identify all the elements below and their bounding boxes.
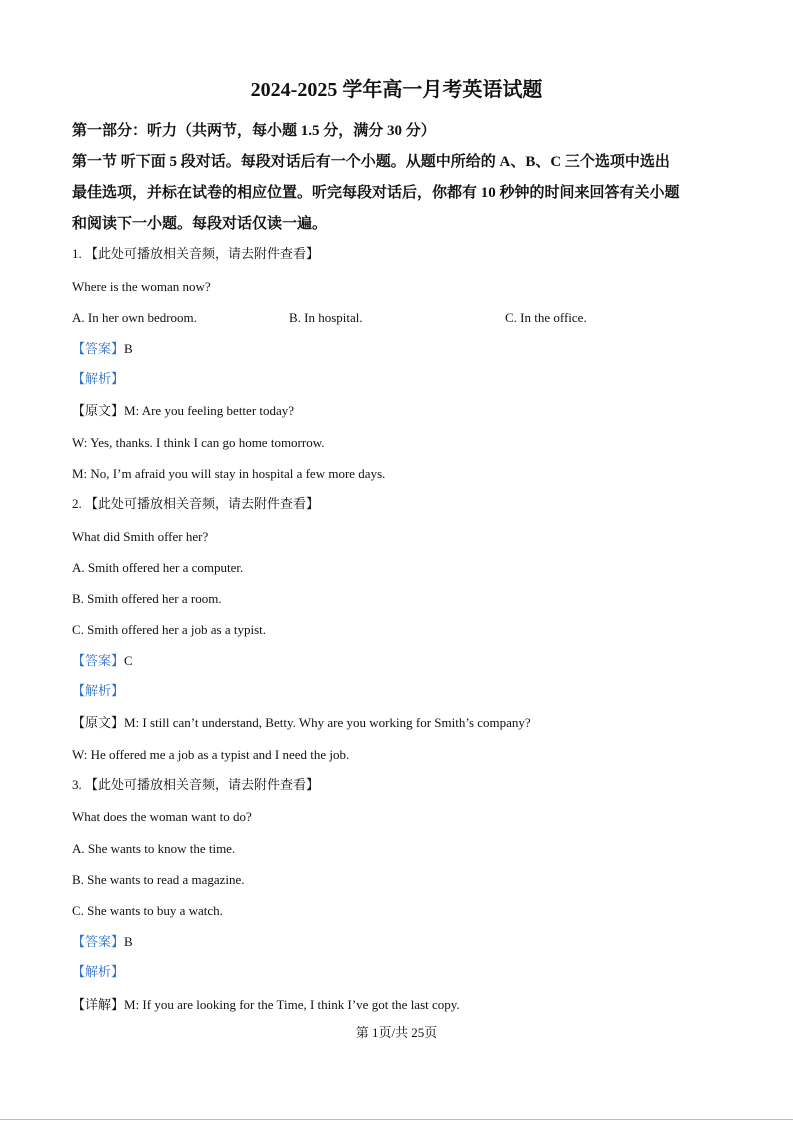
q3-answer-value: B xyxy=(124,934,133,949)
answer-tag: 【答案】 xyxy=(72,653,125,668)
q3-option-a: A. She wants to know the time. xyxy=(72,841,236,856)
q2-answer-value: C xyxy=(124,653,133,668)
q2-question: What did Smith offer her? xyxy=(72,529,209,544)
q3-transcript-line-1 xyxy=(72,997,460,1013)
q3-answer xyxy=(72,934,133,950)
q3-audio-header: 3. 【此处可播放相关音频，请去附件查看】 xyxy=(72,777,320,792)
q2-transcript-text-1: M: I still can’t understand, Betty. Why are you working for Smith’s company? xyxy=(124,715,531,730)
q1-transcript-line-3: M: No, I’m afraid you will stay in hospital a few more days. xyxy=(72,466,386,481)
analysis-tag: 【解析】 xyxy=(72,964,125,979)
instructions-line-2: 最佳选项，并标在试卷的相应位置。听完每段对话后，你都有 10 秒钟的时间来回答有关小题 xyxy=(72,185,680,201)
q2-option-b: B. Smith offered her a room. xyxy=(72,591,222,606)
original-tag: 【原文】 xyxy=(72,715,125,730)
analysis-tag: 【解析】 xyxy=(72,683,125,698)
part1-heading: 第一部分：听力（共两节，每小题 1.5 分，满分 30 分） xyxy=(72,123,436,139)
q3-transcript-text-1: M: If you are looking for the Time, I think I’ve got the last copy. xyxy=(124,997,460,1012)
q2-answer xyxy=(72,653,133,669)
q1-audio-header: 1. 【此处可播放相关音频，请去附件查看】 xyxy=(72,246,320,261)
q3-question: What does the woman want to do? xyxy=(72,809,252,824)
answer-tag: 【答案】 xyxy=(72,934,125,949)
q1-analysis xyxy=(72,371,124,387)
instructions-line-1: 第一节 听下面 5 段对话。每段对话后有一个小题。从题中所给的 A、B、C 三个选项中选出 xyxy=(72,154,670,170)
analysis-tag: 【解析】 xyxy=(72,371,125,386)
q2-transcript-line-2: W: He offered me a job as a typist and I need the job. xyxy=(72,747,350,762)
q2-option-c: C. Smith offered her a job as a typist. xyxy=(72,622,267,637)
q1-question: Where is the woman now? xyxy=(72,279,211,294)
q2-analysis xyxy=(72,683,124,699)
original-tag: 【原文】 xyxy=(72,403,125,418)
q1-option-a: A. In her own bedroom. xyxy=(72,310,197,325)
q2-transcript-line-1 xyxy=(72,715,531,731)
q1-answer-value: B xyxy=(124,341,133,356)
q2-option-a: A. Smith offered her a computer. xyxy=(72,560,244,575)
instructions-line-3: 和阅读下一小题。每段对话仅读一遍。 xyxy=(72,216,328,232)
q1-answer xyxy=(72,341,133,357)
q2-audio-header: 2. 【此处可播放相关音频，请去附件查看】 xyxy=(72,496,320,511)
q1-transcript-line-2: W: Yes, thanks. I think I can go home tomorrow. xyxy=(72,435,325,450)
answer-tag: 【答案】 xyxy=(72,341,125,356)
q1-option-b: B. In hospital. xyxy=(289,310,363,325)
page-title: 2024-2025 学年高一月考英语试题 xyxy=(250,79,543,101)
q3-analysis xyxy=(72,964,124,980)
q1-transcript-text-1: M: Are you feeling better today? xyxy=(124,403,295,418)
detail-tag: 【详解】 xyxy=(72,997,125,1012)
q3-option-c: C. She wants to buy a watch. xyxy=(72,903,223,918)
q3-option-b: B. She wants to read a magazine. xyxy=(72,872,245,887)
q1-option-c: C. In the office. xyxy=(505,310,587,325)
page-number-footer: 第 1页/共 25页 xyxy=(355,1025,438,1040)
bottom-divider xyxy=(0,1119,793,1120)
q1-transcript-line-1 xyxy=(72,403,294,419)
